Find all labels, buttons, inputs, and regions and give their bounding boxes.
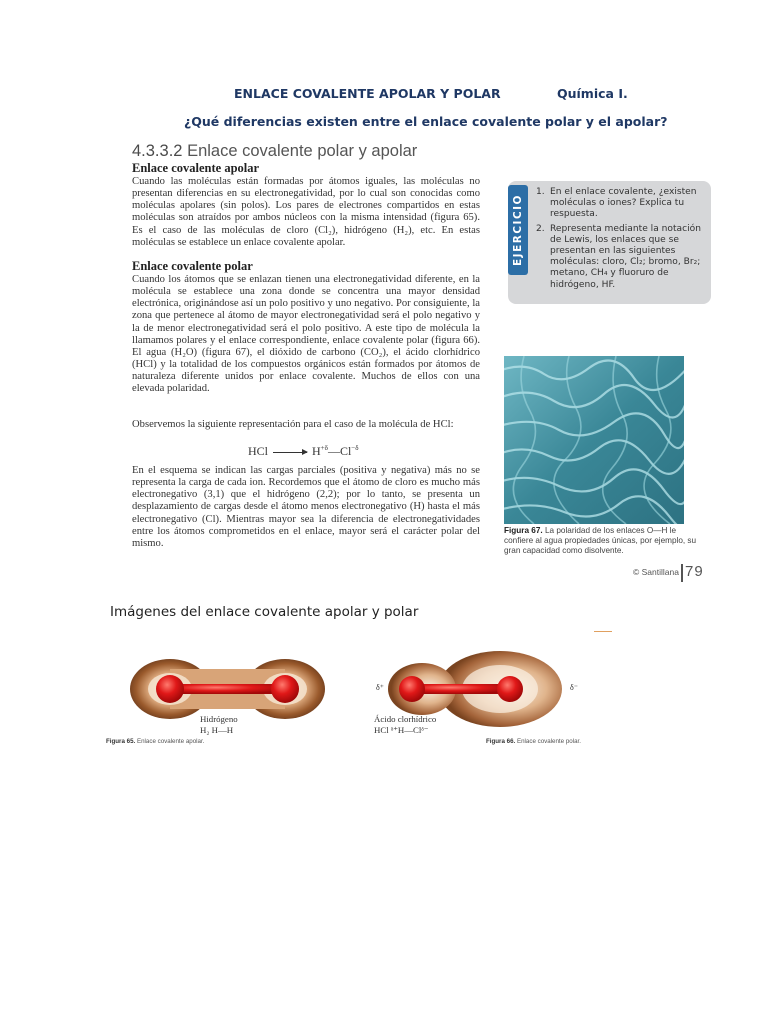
figure66-molecule-name: Ácido clorhídrico — [374, 714, 437, 724]
figure65-formula: H₂ H—H — [200, 725, 234, 735]
figure66-formula: HCl ᵟ⁺H—Clᵟ⁻ — [374, 725, 429, 735]
figure65-caption — [106, 738, 204, 745]
equation-h-charge: +δ — [320, 444, 328, 452]
figure67-label: Figura 67. — [504, 526, 543, 535]
page-divider — [681, 564, 683, 582]
figure66-caption-text: Enlace covalente polar. — [516, 738, 581, 745]
publisher: © Santillana — [633, 567, 679, 577]
equation-cl-charge: −δ — [351, 444, 359, 452]
delta-plus: δ⁺ — [376, 683, 384, 692]
hcl-equation — [248, 444, 359, 459]
section-title — [132, 142, 417, 161]
decorative-line — [594, 631, 612, 632]
molecule-figures — [100, 645, 660, 755]
exercise-item-number: 2. — [536, 223, 545, 234]
figure65-molecule-name: Hidrógeno — [200, 714, 238, 724]
figure66-caption — [486, 738, 581, 745]
exercise-tab — [508, 185, 528, 275]
paragraph-polar: Cuando los átomos que se enlazan tienen una electronegatividad diferente, en la molécula se establece una zona donde se concentra una mayor densidad electrónica, originándose así un polo positivo y uno negativo. Por consiguiente, la zona que pertenece al átomo de mayor electronegatividad será el polo negativo y la de menor electronegatividad será el polo positivo. A este tipo de molécula la llamamos polares y el enlace correspondiente, enlace covalente polar (figura 66). El agua (H₂O) (figura 67), el dióxido de carbono (CO₂), el ácido clorhídrico (HCl) y la totalidad de los compuestos orgánicos están formados por átomos de naturaleza diferente unidos por enlace covalente. Muchos de ellos con una elevada polaridad. — [132, 274, 480, 395]
delta-minus: δ⁻ — [570, 683, 578, 692]
exercise-list — [536, 187, 706, 294]
figure66-label: Figura 66. — [486, 738, 516, 745]
paragraph-apolar: Cuando las moléculas están formadas por átomos iguales, las moléculas no presentan diferencias en su electronegatividad, por lo cual son conocidas como moléculas apolares (sin polos). Los pares de electrones compartidos en estas moléculas son atraídos por ambos núcleos con la misma intensidad (figura 65). Es el caso de las moléculas de cloro (Cl₂), hidrógeno (H₂), etc. En estas moléculas se establece un enlace covalente apolar. — [132, 176, 480, 248]
water-texture — [504, 356, 684, 524]
guiding-question: ¿Qué diferencias existen entre el enlace covalente polar y el apolar? — [184, 114, 668, 129]
exercise-item-text: En el enlace covalente, ¿existen moléculas o iones? Explica tu respuesta. — [550, 187, 697, 220]
subhead-apolar: Enlace covalente apolar — [132, 161, 260, 175]
exercise-tab-label: EJERCICIO — [512, 194, 524, 266]
exercise-item-number: 1. — [536, 187, 545, 197]
section-number: 4.3.3.2 — [132, 142, 183, 160]
equation-hcl: HCl — [248, 444, 269, 458]
subhead-polar: Enlace covalente polar — [132, 259, 253, 273]
figure67-caption — [504, 526, 704, 556]
exercise-item — [536, 224, 706, 291]
equation-cl: —Cl — [327, 444, 352, 458]
paragraph-observe: Observemos la siguiente representación para el caso de la molécula de HCl: — [132, 419, 454, 430]
hydrogen-molecule — [130, 659, 325, 719]
section-title-text: Enlace covalente polar y apolar — [187, 142, 418, 160]
arrow-icon — [273, 452, 307, 453]
paragraph-scheme: En el esquema se indican las cargas parciales (positiva y negativa) más no se representa la carga de cada ion. Recordemos que el átomo de cloro es mucho más electronegativo (3,1) que el hidrógeno (2,2); por lo tanto, se presenta un desplazamiento de cargas desde el átomo menos electronegativo (H) hasta el más electronegativo (Cl). Mientras mayor sea la diferencia de electronegatividades entre los átomos comprometidos en el enlace, mayor será el carácter polar del mismo. — [132, 465, 480, 549]
exercise-box — [508, 181, 711, 304]
textbook-page-scan — [128, 138, 706, 588]
figure65-caption-text: Enlace covalente apolar. — [136, 738, 205, 745]
document-title: ENLACE COVALENTE APOLAR Y POLAR — [234, 86, 501, 101]
exercise-item — [536, 187, 706, 221]
exercise-item-text: Representa mediante la notación de Lewis, los enlaces que se presentan en las siguientes moléculas: cloro, Cl₂; bromo, Br₂; metano, CH₄ y fluoruro de hidrógeno, HF. — [550, 223, 701, 290]
equation-h: H — [312, 444, 321, 458]
images-heading: Imágenes del enlace covalente apolar y polar — [110, 604, 419, 620]
page-number: 79 — [685, 563, 704, 580]
figure67-caption-text: La polaridad de los enlaces O—H le confiere al agua propiedades únicas, por ejemplo, su gran capacidad como disolvente. — [504, 526, 697, 555]
document-subject: Química I. — [557, 86, 628, 101]
water-photo — [504, 356, 684, 524]
figure65-label: Figura 65. — [106, 738, 136, 745]
